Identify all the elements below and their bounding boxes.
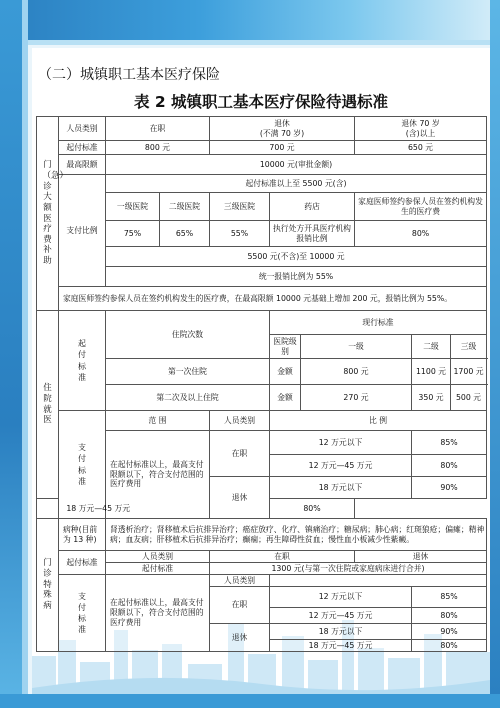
section-label-inpatient: 住院就医 [37,311,59,499]
top-decor-stripe [0,40,500,45]
level1-ratio: 75% [106,221,160,247]
active-label: 在职 [210,431,270,477]
first-admission: 第一次住院 [106,359,270,385]
left-decor-bar [0,0,22,708]
left-decor-stripe [22,0,28,708]
ratio-retired-1: 90% [412,477,487,499]
special-ratio-retired-1: 90% [412,624,487,640]
table-row [37,175,487,193]
level2-header: 二级 [412,335,451,359]
table-row [37,411,487,431]
ratio-retired-2: 80% [270,499,355,519]
ratio-header: 比 例 [270,411,487,431]
section-label-outpatient-large: 门（急）诊大额医疗费补助 [37,117,59,311]
table-row [37,155,487,175]
bottom-decor-bar [0,694,500,708]
amount-label: 金额 [270,385,301,411]
level1-hospital: 一级医院 [106,193,160,221]
level3-hospital: 三级医院 [210,193,270,221]
table-row [37,287,487,311]
special-deductible-label: 起付标准 [59,551,106,575]
pay-ratio-label: 支付比例 [59,175,106,287]
special-active-label: 在职 [210,587,270,624]
special-band-active-2: 12 万元—45 万元 [270,608,412,624]
header-retired-under70: 退休 (不满 70 岁) [210,117,355,141]
cap-label: 最高限额 [59,155,106,175]
family-doctor-ratio: 80% [355,221,487,247]
special-person-type-header: 人员类别 [106,551,210,563]
header-retired-70plus: 退休 70 岁 (含)以上 [355,117,487,141]
pharmacy-label: 药店 [270,193,355,221]
range1-label: 起付标准以上至 5500 元(含) [106,175,487,193]
special-ratio-spacer [270,575,487,587]
retired-label: 退休 [210,477,270,519]
deductible-retired-70plus: 650 元 [355,141,487,155]
band-active-1: 12 万元以下 [270,431,412,455]
section-heading: （二）城镇职工基本医疗保险 [38,67,220,83]
table-row [37,519,487,551]
level2-hospital: 二级医院 [160,193,210,221]
deductible-retired-under70: 700 元 [210,141,355,155]
pharmacy-ratio: 执行处方开具医疗机构报销比例 [270,221,355,247]
cap-value: 10000 元(审批金额) [106,155,487,175]
unified-ratio: 统一报销比例为 55% [106,267,487,287]
table-row [37,117,487,141]
family-doctor-note: 家庭医师签约参保人员在签约机构发生的医疗费，在最高限额 10000 元基础上增加 200 元，报销比例为 55%。 [59,287,487,311]
level1-header: 一级 [301,335,412,359]
current-standard-header: 现行标准 [270,311,487,335]
special-deductible-value: 1300 元(与第一次住院或家庭病床进行合并) [210,563,487,575]
special-ratio-retired-2: 80% [412,640,487,652]
scope-header: 范 围 [106,411,210,431]
first-level3: 1700 元 [451,359,487,385]
benefits-table [36,116,487,652]
table-row [37,311,487,335]
coverage-scope: 在起付标准以上，最高支付限额以下，符合支付范围的医疗费用 [106,431,210,519]
special-ratio-active-2: 80% [412,608,487,624]
level3-header: 三级 [451,335,487,359]
person-type-header: 人员类别 [210,411,270,431]
header-person-type: 人员类别 [59,117,106,141]
table-row [37,551,487,563]
band-active-2: 12 万元—45 万元 [270,455,412,477]
range2-label: 5500 元(不含)至 10000 元 [106,247,487,267]
second-level2: 350 元 [412,385,451,411]
second-level1: 270 元 [301,385,412,411]
admission-count-header: 住院次数 [106,311,270,359]
table-title: 表 2 城镇职工基本医疗保险待遇标准 [133,93,389,111]
second-admission: 第二次及以上住院 [106,385,270,411]
special-band-active-1: 12 万元以下 [270,587,412,608]
special-retired-header: 退休 [355,551,487,563]
band-retired-2: 18 万元—45 万元 [37,499,160,519]
disease-list: 肾透析治疗；肾移植术后抗排异治疗；癌症放疗、化疗、镇痛治疗；糖尿病；肺心病；红斑狼疮；偏瘫；精神病；血友病；肝移植术后抗排异治疗；癫痫；再生障碍性贫血；慢性血小板减少性紫癜。 [106,519,487,551]
special-ratio-active-1: 85% [412,587,487,608]
special-band-retired-2: 18 万元—45 万元 [270,640,412,652]
second-level3: 500 元 [451,385,487,411]
table-row [37,141,487,155]
special-person-header: 人员类别 [210,575,270,587]
special-pay-label: 支付标准 [59,575,106,652]
amount-label: 金额 [270,359,301,385]
deductible-active: 800 元 [106,141,210,155]
section-label-special-outpatient: 门诊特殊病 [37,519,59,652]
ratio-active-2: 80% [412,455,487,477]
special-band-retired-1: 18 万元以下 [270,624,412,640]
special-deductible-sub: 起付标准 [106,563,210,575]
special-retired-label: 退休 [210,624,270,652]
family-doctor-label: 家庭医师签约参保人员在签约机构发生的医疗费 [355,193,487,221]
header-active: 在职 [106,117,210,141]
disease-count-label: 病种(目前为 13 种) [59,519,106,551]
level3-ratio: 55% [210,221,270,247]
inpatient-pay-label: 支付标准 [59,411,106,519]
level2-ratio: 65% [160,221,210,247]
special-active-header: 在职 [210,551,355,563]
right-decor-bar [490,0,500,708]
first-level2: 1100 元 [412,359,451,385]
ratio-active-1: 85% [412,431,487,455]
first-level1: 800 元 [301,359,412,385]
special-coverage-scope: 在起付标准以上，最高支付限额以下，符合支付范围的医疗费用 [106,575,210,652]
deductible-label: 起付标准 [59,141,106,155]
hospital-level-header: 医院级别 [270,335,301,359]
top-decor-bar [0,0,500,40]
inpatient-deductible-label: 起付标准 [59,311,106,411]
band-retired-1: 18 万元以下 [270,477,412,499]
table-row [37,575,487,587]
